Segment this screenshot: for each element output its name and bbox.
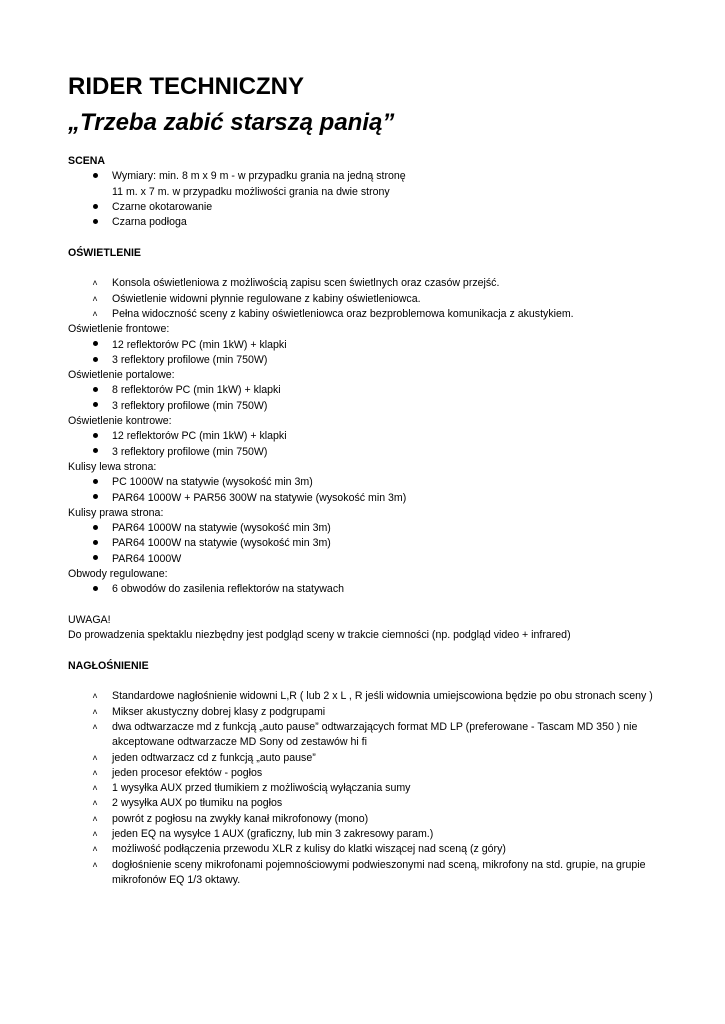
kontrowe-list <box>68 429 668 460</box>
document-title: RIDER TECHNICZNY <box>68 73 305 100</box>
bullet-dot-icon <box>88 169 102 184</box>
triangle-bullet-icon: ˄ <box>92 293 98 304</box>
list-item: Czarna podłoga <box>68 215 668 230</box>
bullet-dot-icon <box>88 475 102 490</box>
list-item: ˄ jeden odtwarzacz cd z funkcją „auto pause” <box>68 751 668 766</box>
triangle-bullet-icon: ˄ <box>92 767 98 778</box>
bullet-dot-icon <box>88 338 102 353</box>
list-item: 6 obwodów do zasilenia reflektorów na statywach <box>68 582 668 597</box>
document-subtitle: „Trzeba zabić starszą panią” <box>68 109 395 136</box>
triangle-bullet-icon: ˄ <box>92 752 98 763</box>
bullet-dot-icon <box>88 353 102 368</box>
list-item: ˄ dwa odtwarzacze md z funkcją „auto pause” odtwarzających format MD LP (preferowane - Tascam MD 350 ) nie akceptowane odtwarzacze MD Sony od zestawów hi fi <box>68 720 668 751</box>
list-item: ˄ powrót z pogłosu na zwykły kanał mikrofonowy (mono) <box>68 812 668 827</box>
document-body <box>68 154 668 888</box>
bullet-dot-icon <box>88 582 102 597</box>
group-label-kulisy-prawa: Kulisy prawa strona: <box>68 506 164 519</box>
list-item: ˄ 1 wysyłka AUX przed tłumikiem z możliwością wyłączania sumy <box>68 781 668 796</box>
bullet-dot-icon <box>88 521 102 536</box>
bullet-dot-icon <box>88 200 102 215</box>
list-item: ˄ jeden procesor efektów - pogłos <box>68 766 668 781</box>
triangle-bullet-icon: ˄ <box>92 691 98 702</box>
bullet-dot-icon <box>88 215 102 230</box>
list-item: 3 reflektory profilowe (min 750W) <box>68 353 668 368</box>
list-item: ˄ Konsola oświetleniowa z możliwością zapisu scen świetlnych oraz czasów przejść. <box>68 276 668 291</box>
triangle-bullet-icon: ˄ <box>92 308 98 319</box>
triangle-bullet-icon: ˄ <box>92 813 98 824</box>
list-item: ˄ Standardowe nagłośnienie widowni L,R ( lub 2 x L , R jeśli widownia umiejscowiona będzie po obu stronach sceny ) <box>68 689 668 704</box>
list-item: 3 reflektory profilowe (min 750W) <box>68 399 668 414</box>
triangle-bullet-icon: ˄ <box>92 278 98 289</box>
list-item: 12 reflektorów PC (min 1kW) + klapki <box>68 338 668 353</box>
group-label-frontowe: Oświetlenie frontowe: <box>68 323 170 336</box>
list-item: ˄ Mikser akustyczny dobrej klasy z podgrupami <box>68 705 668 720</box>
list-item: PC 1000W na statywie (wysokość min 3m) <box>68 475 668 490</box>
group-label-obwody: Obwody regulowane: <box>68 568 168 581</box>
bullet-dot-icon <box>88 445 102 460</box>
scena-list <box>68 169 668 230</box>
list-item: PAR64 1000W + PAR56 300W na statywie (wysokość min 3m) <box>68 491 668 506</box>
list-item: PAR64 1000W na statywie (wysokość min 3m) <box>68 521 668 536</box>
kulisy-prawa-list <box>68 521 668 567</box>
group-label-kulisy-lewa: Kulisy lewa strona: <box>68 460 157 473</box>
portalowe-list <box>68 383 668 414</box>
uwaga-label: UWAGA! <box>68 613 111 626</box>
list-item: ˄ Pełna widoczność sceny z kabiny oświetleniowca oraz bezproblemowa komunikacja z akustykiem. <box>68 307 668 322</box>
oswietlenie-list <box>68 276 668 322</box>
list-item: ˄ możliwość podłączenia przewodu XLR z kulisy do klatki wiszącej nad sceną (z góry) <box>68 842 668 857</box>
list-item: ˄ dogłośnienie sceny mikrofonami pojemnościowymi podwieszonymi nad sceną, mikrofony na std. grupie, na grupie mikrofonów EQ 1/3 oktawy. <box>68 858 668 889</box>
list-item: ˄ jeden EQ na wysyłce 1 AUX (graficzny, lub min 3 zakresowy param.) <box>68 827 668 842</box>
section-heading-oswietlenie: OŚWIETLENIE <box>68 246 141 259</box>
frontowe-list <box>68 338 668 369</box>
list-item: ˄ 2 wysyłka AUX po tłumiku na pogłos <box>68 796 668 811</box>
triangle-bullet-icon: ˄ <box>92 798 98 809</box>
list-item: PAR64 1000W <box>68 552 668 567</box>
triangle-bullet-icon: ˄ <box>92 829 98 840</box>
list-item: Czarne okotarowanie <box>68 200 668 215</box>
triangle-bullet-icon: ˄ <box>92 783 98 794</box>
section-heading-naglosnienie: NAGŁOŚNIENIE <box>68 659 149 672</box>
bullet-dot-icon <box>88 429 102 444</box>
bullet-dot-icon <box>88 491 102 506</box>
bullet-dot-icon <box>88 552 102 567</box>
bullet-dot-icon <box>88 399 102 414</box>
list-item: Wymiary: min. 8 m x 9 m - w przypadku grania na jedną stronę 11 m. x 7 m. w przypadku możliwości grania na dwie strony <box>68 169 668 200</box>
group-label-portalowe: Oświetlenie portalowe: <box>68 369 175 382</box>
list-item: 8 reflektorów PC (min 1kW) + klapki <box>68 383 668 398</box>
list-item: 12 reflektorów PC (min 1kW) + klapki <box>68 429 668 444</box>
naglosnienie-list <box>68 689 668 888</box>
triangle-bullet-icon: ˄ <box>92 721 98 732</box>
obwody-list <box>68 582 668 597</box>
kulisy-lewa-list <box>68 475 668 506</box>
group-label-kontrowe: Oświetlenie kontrowe: <box>68 415 172 428</box>
triangle-bullet-icon: ˄ <box>92 859 98 870</box>
section-heading-scena: SCENA <box>68 155 106 167</box>
list-item: 3 reflektory profilowe (min 750W) <box>68 445 668 460</box>
uwaga-text: Do prowadzenia spektaklu niezbędny jest podgląd sceny w trakcie ciemności (np. podgląd video + infrared) <box>68 629 571 642</box>
bullet-dot-icon <box>88 536 102 551</box>
triangle-bullet-icon: ˄ <box>92 844 98 855</box>
list-item: ˄ Oświetlenie widowni płynnie regulowane z kabiny oświetleniowca. <box>68 292 668 307</box>
triangle-bullet-icon: ˄ <box>92 706 98 717</box>
bullet-dot-icon <box>88 383 102 398</box>
list-item: PAR64 1000W na statywie (wysokość min 3m) <box>68 536 668 551</box>
list-item-continuation: 11 m. x 7 m. w przypadku możliwości grania na dwie strony <box>112 185 390 198</box>
